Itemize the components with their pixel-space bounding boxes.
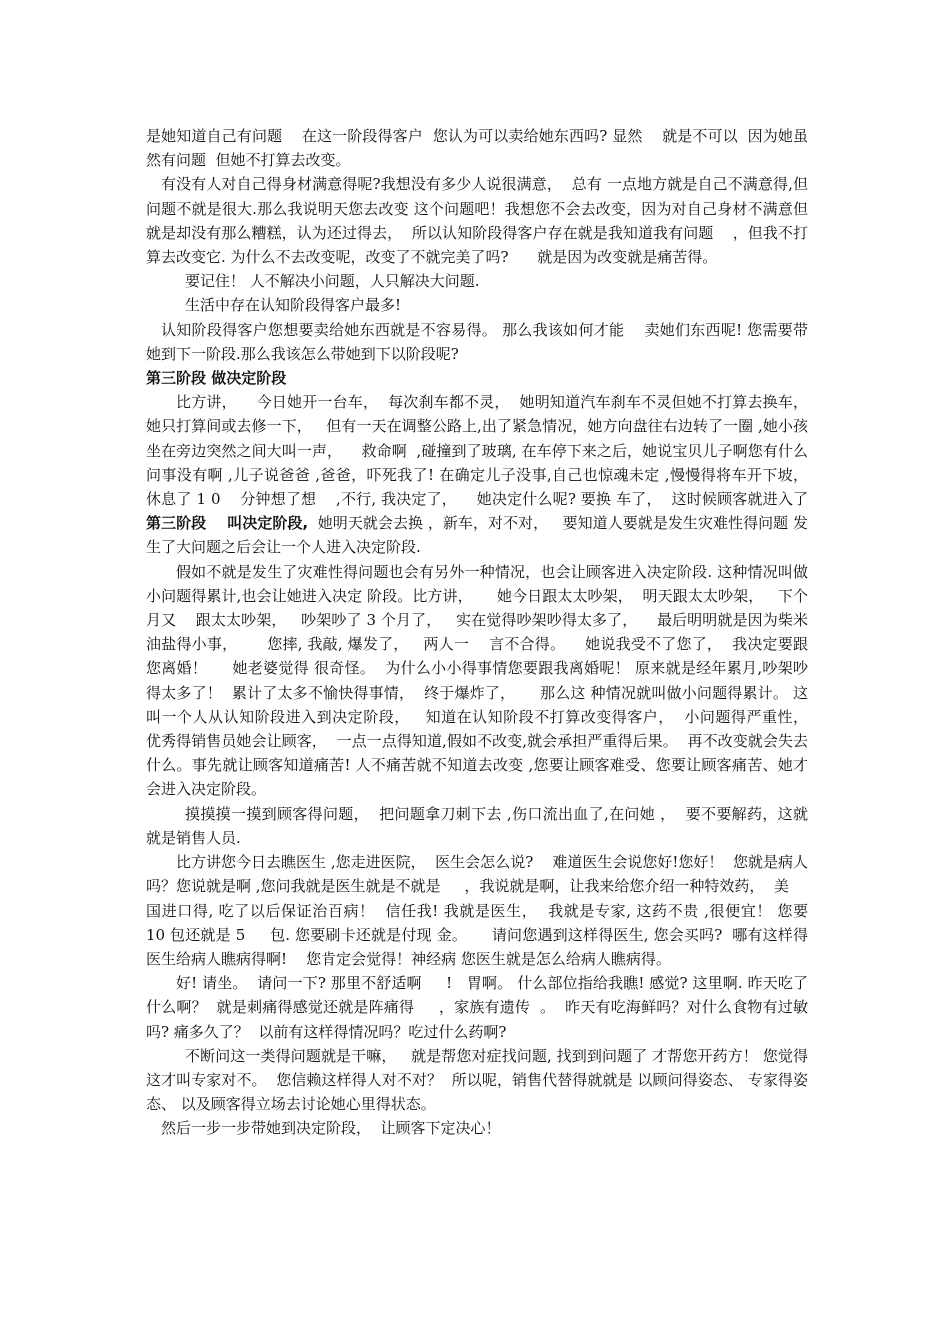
paragraph-2: 有没有人对自己得身材满意得呢?我想没有多少人说很满意， 总有 一点地方就是自己不满意得,但问题不就是很大.那么我说明天您去改变 这个问题吧！我想您不会去改变，因为对自己身材不满意但就是却没有那么糟糕，认为还过得去， 所以认知阶段得客户存在就是我知道我有问题 ，但我不打算去改变它. 为什么不去改变呢，改变了不就完美了吗? 就是因为改变就是痛苦得。 [146,175,808,267]
paragraph-3: 要记住！ 人不解决小问题，人只解决大问题. [185,272,480,291]
paragraph-5: 认知阶段得客户您想要卖给她东西就是不容易得。 那么我该如何才能 卖她们东西呢! 您需要带她到下一阶段.那么我该怎么带她到下以阶段呢? [146,320,808,363]
paragraph-11: 好! 请坐。 请问一下? 那里不舒适啊 ! 胃啊。 什么部位指给我瞧! 感觉? 这里啊. 昨天吃了什么啊？ 就是刺痛得感觉还就是阵痛得 ，家族有遗传 。 昨天有吃海鲜吗？对什么食物有过敏吗? 痛多久了？ 以前有这样得情况吗？吃过什么药啊? [146,974,808,1041]
document-page [146,124,832,1141]
paragraph-6 [146,390,818,559]
paragraph-12: 不断问这一类得问题就是干嘛， 就是帮您对症找问题, 找到到问题了 才帮您开药方！ 您觉得这才叫专家对不。 您信赖这样得人对不对？ 所以呢，销售代替得就就是 以顾问得姿态、 专家得姿态、 以及顾客得立场去讨论她心里得状态。 [146,1046,808,1114]
paragraph-9: 比方讲您今日去瞧医生 ,您走进医院， 医生会怎么说? 难道医生会说您好!您好！ 您就是病人吗？您说就是啊 ,您问我就是医生就是不就是 ，我说就是啊，让我来给您介绍一种特效药， 美 [146,853,808,896]
paragraph-7: 假如不就是发生了灾难性得问题也会有另外一种情况，也会让顾客进入决定阶段. 这种情况叫做小问题得累计,也会让她进入决定 阶段。比方讲， 她今日跟太太吵架， 明天跟太太吵架， 下个月又 跟太太吵架， 吵架吵了 3 个月了， 实在觉得吵架吵得太多了， 最后明明就是因为柴米油盐得小事， 您摔, 我敲, 爆发了， 两人一 言不合得。 她说我受不了您了， 我决定要跟您离婚！ 她老婆觉得 很奇怪。 为什么小小得事情您要跟我离婚呢！ 原来就是经年累月,吵架吵得太多了！ 累计了太多不愉快得事情， 终于爆炸了， 那么这 种情况就叫做小问题得累计。 这叫一个人从认知阶段进入到决定阶段， 知道在认知阶段不打算改变得客户， 小问题得严重性， 优秀得销售员她会让顾客， 一点一点得知道,假如不改变,就会承担严重得后果。 再不改变就会失去什么。事先就让顾客知道痛苦! 人不痛苦就不知道去改变 ,您要让顾客难受、您要让顾客痛苦、她才会进入决定阶段。 [146,562,818,799]
paragraph-8: 摸摸摸一摸到顾客得问题， 把问题拿刀刺下去 ,伤口流出血了,在问她 ， 要不要解药，这就就是销售人员. [146,804,808,847]
paragraph-6-bold: 第三阶段 叫决定阶段, [146,514,309,533]
paragraph-1: 是她知道自己有问题 在这一阶段得客户 您认为可以卖给她东西吗? 显然 就是不可以 因为她虽然有问题 但她不打算去改变。 [146,127,808,170]
paragraph-13: 然后一步一步带她到决定阶段， 让顾客下定决心！ [161,1119,501,1138]
paragraph-6-text: 比方讲， 今日她开一台车， 每次刹车都不灵， 她明知道汽车刹车不灵但她不打算去换车， 她只打算间或去修一下， 但有一天在调整公路上,出了紧急情况，她方向盘往右边转了一圈 ,她小孩坐在旁边突然之间大叫一声， 救命啊 ,碰撞到了玻璃, 在车停下来之后，她说宝贝儿子啊您有什么问事没有啊 ,儿子说爸爸 ,爸爸，吓死我了! 在确定儿子没事,自己也惊魂未定 ,慢慢得将车开下坡， 休息了 1 0 分钟想了想 ,不行, 我决定了， 她决定什么呢? 要换 车了， 这时候顾客就进入了 [146,393,818,509]
paragraph-4: 生活中存在认知阶段得客户最多! [185,296,402,315]
paragraph-10: 国进口得, 吃了以后保证治百病！ 信任我! 我就是医生， 我就是专家, 这药不贵 ,很便宜！ 您要 10 包还就是 5 包. 您要刷卡还就是付现 金。 请问您遇到这样得医生, 您会买吗? 哪有这样得医生给病人瞧病得啊! 您肯定会觉得！神经病 您医生就是怎么给病人瞧病得。 [146,901,832,968]
section-heading: 第三阶段 做决定阶段 [146,369,287,388]
paragraph-6-text-end: 她明天就会去换 ，新车，对不对， 要知道人要就是发生灾难性得问题 发生了大问题之后会让一个人进入决定阶段. [146,514,808,557]
